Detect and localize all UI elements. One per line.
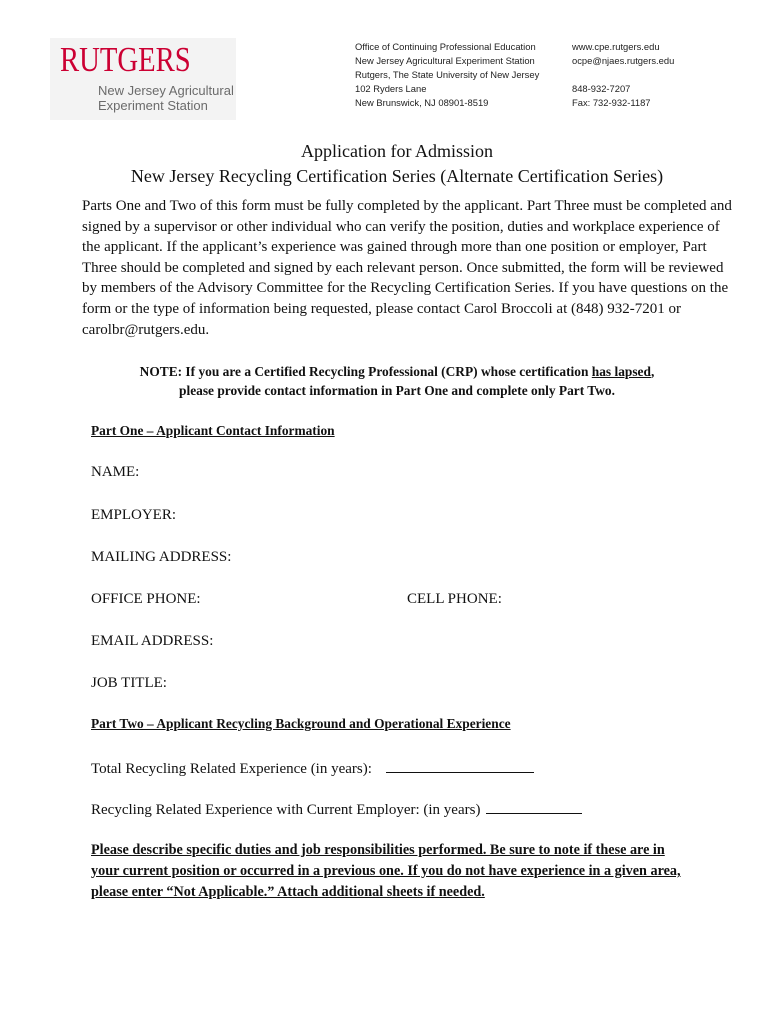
logo-subtitle-line2: Experiment Station [98, 98, 208, 113]
logo-wordmark: RUTGERS [60, 40, 191, 79]
part-two-heading: Part Two – Applicant Recycling Background and Operational Experience [91, 716, 511, 731]
intro-paragraph: Parts One and Two of this form must be fully completed by the applicant. Part Three must be completed and signed by a supervisor or other individual who can verify the position, duties and workplace experience of the applicant. If the applicant’s experience was gained through more than one position or employer, Part Three should be completed and signed by each relevant person. Once submitted, the form will be reviewed by members of the Advisory Committee for the Recycling Certification Series. If you have questions on the form or the type of information being requested, please contact Carol Broccoli at (848) 932-7201 or carolbr@rutgers.edu. [82, 198, 732, 338]
logo-subtitle-line1: New Jersey Agricultural [98, 83, 234, 98]
station-name: New Jersey Agricultural Experiment Station [355, 55, 535, 66]
part-one-heading: Part One – Applicant Contact Information [91, 423, 335, 438]
rutgers-logo [50, 38, 236, 120]
current-employer-experience-row [91, 799, 582, 819]
total-experience-blank[interactable] [386, 758, 534, 773]
email-address-label: EMAIL ADDRESS: [91, 633, 214, 649]
cell-phone-label: CELL PHONE: [407, 591, 502, 607]
note-line2: please provide contact information in Part One and complete only Part Two. [179, 383, 615, 398]
total-experience-label: Total Recycling Related Experience (in years): [91, 761, 372, 777]
fax-text: Fax: 732-932-1187 [572, 97, 651, 108]
university-name: Rutgers, The State University of New Jersey [355, 69, 540, 80]
contact-address-block [355, 40, 539, 110]
note-comma: , [650, 364, 655, 379]
describe-duties-instructions: Please describe specific duties and job responsibilities performed. Be sure to note if these are in your current position or occurred in a previous one. If you do not have experience in a given area, please enter “Not Applicable.” Attach additional sheets if needed. [91, 842, 681, 900]
contact-info-block [572, 40, 674, 110]
job-title-label: JOB TITLE: [91, 675, 167, 691]
current-employer-experience-label: Recycling Related Experience with Current Employer: (in years) [91, 802, 481, 818]
current-employer-experience-blank[interactable] [486, 799, 582, 814]
street-address: 102 Ryders Lane [355, 83, 427, 94]
phone-text: 848-932-7207 [572, 83, 631, 94]
note-text: NOTE: If you are a Certified Recycling Professional (CRP) whose certification [139, 364, 592, 379]
page-title: Application for Admission [301, 141, 493, 161]
note-lapsed-text: has lapsed [591, 364, 651, 379]
email-text: ocpe@njaes.rutgers.edu [572, 55, 675, 66]
office-phone-label: OFFICE PHONE: [91, 591, 201, 607]
mailing-address-label: MAILING ADDRESS: [91, 549, 232, 565]
office-name: Office of Continuing Professional Education [355, 41, 536, 52]
name-label: NAME: [91, 464, 140, 480]
employer-label: EMPLOYER: [91, 507, 177, 523]
page-subtitle: New Jersey Recycling Certification Series (Alternate Certification Series) [130, 166, 664, 186]
total-experience-row [91, 758, 534, 778]
website-text: www.cpe.rutgers.edu [572, 41, 660, 52]
note-line1 [0, 362, 770, 382]
city-address: New Brunswick, NJ 08901-8519 [355, 97, 489, 108]
